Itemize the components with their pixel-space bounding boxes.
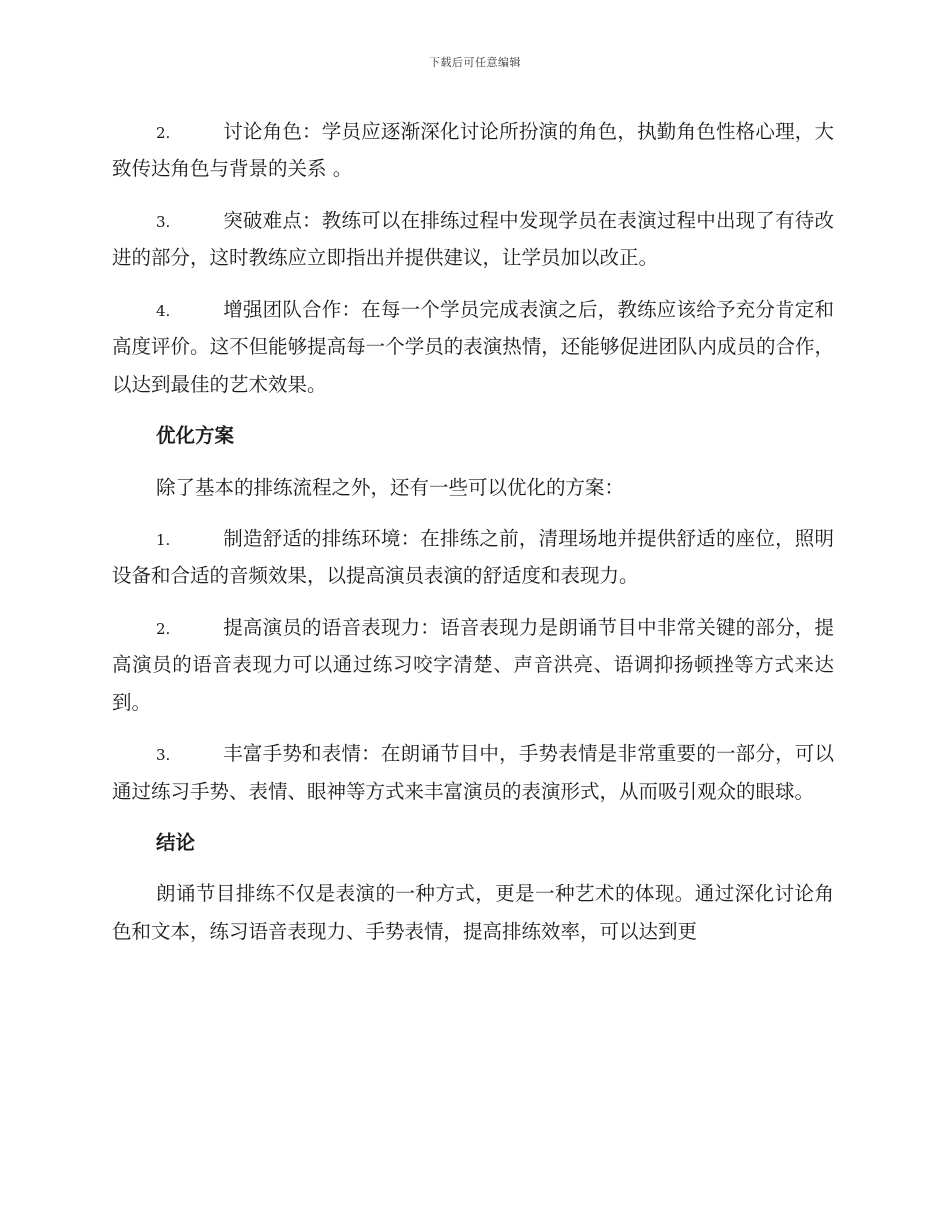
list-item (112, 735, 834, 810)
list-text: 突破难点：教练可以在排练过程中发现学员在表演过程中出现了有待改进的部分，这时教练应立即指出并提供建议，让学员加以改正。 (112, 208, 834, 270)
list-number: 2. (156, 619, 171, 638)
section-heading-conclusion: 结论 (156, 831, 196, 854)
list-text: 讨论角色：学员应逐渐深化讨论所扮演的角色，执勤角色性格心理，大致传达角色与背景的关系 。 (112, 120, 834, 181)
list-number: 3. (156, 212, 171, 231)
list-item (112, 113, 834, 188)
list-item (112, 609, 834, 721)
list-text: 提高演员的语音表现力：语音表现力是朗诵节目中非常关键的部分，提高演员的语音表现力可以通过练习咬字清楚、声音洪亮、语调抑扬顿挫等方式来达到。 (112, 615, 834, 714)
section-heading-optimize: 优化方案 (156, 424, 235, 448)
list-text: 丰富手势和表情：在朗诵节目中，手势表情是非常重要的一部分，可以通过练习手势、表情、眼神等方式来丰富演员的表演形式，从而吸引观众的眼球。 (112, 742, 834, 803)
list-text: 增强团队合作：在每一个学员完成表演之后，教练应该给予充分肯定和高度评价。这不但能够提高每一个学员的表演热情，还能够促进团队内成员的合作，以达到最佳的艺术效果。 (112, 297, 834, 396)
list-number: 3. (156, 746, 171, 765)
list-item (112, 202, 834, 277)
document-body (112, 113, 834, 964)
page-header: 下载后可任意编辑 (429, 56, 521, 69)
conclusion-text: 朗诵节目排练不仅是表演的一种方式，更是一种艺术的体现。通过深化讨论角色和文本，练习语音表现力、手势表情，提高排练效率，可以达到更 (112, 882, 834, 943)
list-number: 1. (156, 530, 171, 549)
list-item (112, 520, 834, 595)
list-number: 4. (156, 301, 171, 320)
section-intro: 除了基本的排练流程之外，还有一些可以优化的方案： (156, 475, 625, 499)
list-number: 2. (156, 124, 171, 142)
list-text: 制造舒适的排练环境：在排练之前，清理场地并提供舒适的座位，照明设备和合适的音频效果，以提高演员表演的舒适度和表现力。 (112, 526, 834, 588)
list-item (112, 291, 834, 403)
